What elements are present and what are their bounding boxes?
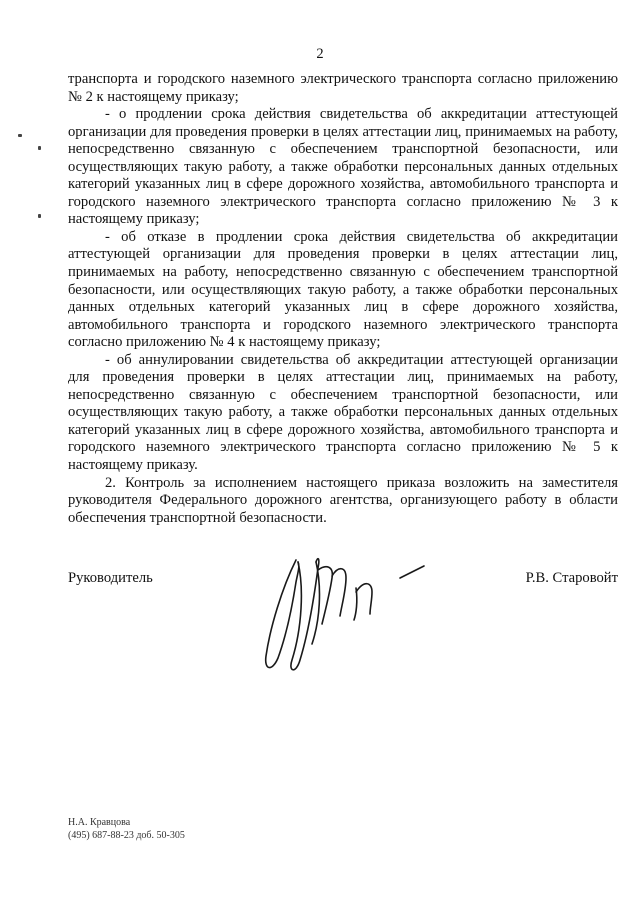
paragraph-annulment: - об аннулировании свидетельства об аккредитации аттестующей организации для проведения проверки в целях аттестации лиц, принимаемых на работу, непосредственно связанную с обеспечением транспортной безопасности, или осуществляющих такую работу, а также обработки персональных данных отдельных категорий указанных лиц в сфере дорожного хозяйства, автомобильного транспорта и городского наземного электрического транспорта согласно приложению № 5 к настоящему приказу. [68, 351, 618, 474]
document-body [68, 71, 618, 527]
paragraph-control: 2. Контроль за исполнением настоящего приказа возложить на заместителя руководителя Федерального дорожного агентства, организующего работу в области обеспечения транспортной безопасности. [68, 474, 618, 526]
paragraph-continuation: транспорта и городского наземного электрического транспорта согласно приложению № 2 к настоящему приказу; [68, 71, 618, 105]
paragraph-prolongation: - о продлении срока действия свидетельства об аккредитации аттестующей организации для проведения проверки в целях аттестации лиц, принимаемых на работу, непосредственно связанную с обеспечением транспортной безопасности, или осуществляющих такую работу, а также обработки персональных данных отдельных категорий указанных лиц в сфере дорожного хозяйства, автомобильного транспорта и городского наземного электрического транспорта согласно приложению № 3 к настоящему приказу; [68, 106, 618, 228]
executor-name: Н.А. Кравцова [68, 817, 131, 828]
signatory-name: Р.В. Старовойт [525, 570, 618, 586]
executor-phone: (495) 687-88-23 доб. 50-305 [68, 830, 185, 841]
signatory-title: Руководитель [68, 570, 153, 586]
paragraph-refusal: - об отказе в продлении срока действия свидетельства об аккредитации аттестующей организации для проведения проверки в целях аттестации лиц, принимаемых на работу, непосредственно связанную с обеспечением транспортной безопасности, или осуществляющих такую работу, а также обработки персональных данных отдельных категорий указанных лиц в сфере дорожного хозяйства, автомобильного транспорта и городского наземного электрического транспорта согласно приложению № 4 к настоящему приказу; [68, 228, 618, 351]
scan-mark-1 [18, 134, 22, 137]
handwritten-signature [252, 548, 432, 688]
page-number: 2 [316, 46, 324, 62]
scan-mark-3 [38, 214, 41, 218]
scan-mark-2 [38, 146, 41, 150]
executor-info [68, 816, 185, 842]
